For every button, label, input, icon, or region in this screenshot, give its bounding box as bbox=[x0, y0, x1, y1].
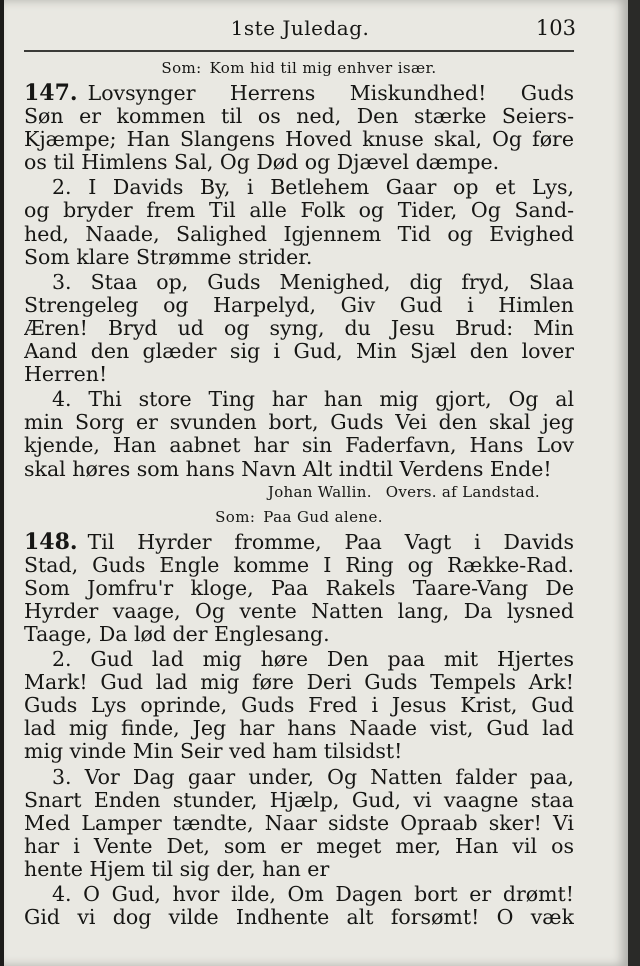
verse-3 bbox=[24, 271, 574, 386]
page-body bbox=[24, 56, 574, 929]
verse-line: Stad, Guds Engle komme I Ring og Række-Rad. bbox=[24, 553, 574, 577]
verse-line: Herren! bbox=[24, 363, 108, 387]
running-head: 1ste Juledag. bbox=[230, 16, 370, 40]
verse-line: 3. Staa op, Guds Menighed, dig fryd, Slaa bbox=[52, 270, 574, 294]
verse-line: Gid vi dog vilde Indhente alt forsømt! O væk bbox=[24, 906, 574, 930]
verse-line: 3. Vor Dag gaar under, Og Natten falder paa, bbox=[52, 765, 574, 789]
verse-line-text: Lovsynger Herrens Miskundhed! Guds bbox=[87, 82, 574, 105]
book-page bbox=[4, 0, 628, 966]
header-rule bbox=[24, 50, 574, 52]
verse-line: og bryder frem Til alle Folk og Tider, Og Sand- bbox=[24, 199, 574, 223]
author: Johan Wallin. bbox=[267, 482, 372, 501]
tune-label: Som: bbox=[215, 507, 256, 526]
verse-line: Taage, Da lød der Englesang. bbox=[24, 622, 330, 646]
verse-3 bbox=[24, 766, 574, 881]
hymn-148 bbox=[24, 505, 574, 930]
page-number: 103 bbox=[535, 16, 576, 40]
verse-4 bbox=[24, 388, 574, 480]
verse-line: har i Vente Det, som er meget mer, Han vil os bbox=[24, 834, 574, 858]
verse-2 bbox=[24, 176, 574, 268]
tune-line bbox=[24, 56, 574, 80]
verse-line: Som Jomfru'r kloge, Paa Rakels Taare-Vang De bbox=[24, 576, 574, 600]
verse-line bbox=[24, 531, 574, 554]
verse-line: Æren! Bryd ud og syng, du Jesu Brud: Min bbox=[24, 316, 574, 340]
verse-1 bbox=[24, 82, 574, 174]
tune-line bbox=[24, 505, 574, 529]
verse-line: Aand den glæder sig i Gud, Min Sjæl den lover bbox=[24, 340, 574, 364]
verse-line: 4. O Gud, hvor ilde, Om Dagen bort er drømt! bbox=[52, 883, 574, 906]
verse-line: Snart Enden stunder, Hjælp, Gud, vi vaagne staa bbox=[24, 788, 574, 812]
verse-line: Kjæmpe; Han Slangens Hoved knuse skal, Og føre bbox=[24, 128, 574, 152]
verse-line: Hyrder vaage, Og vente Natten lang, Da lysned bbox=[24, 599, 574, 623]
verse-1 bbox=[24, 531, 574, 646]
verse-line: 2. I Davids By, i Betlehem Gaar op et Lys, bbox=[52, 176, 574, 200]
page-header bbox=[24, 16, 576, 46]
verse-line: Strengeleg og Harpelyd, Giv Gud i Himlen bbox=[24, 293, 574, 317]
hymn-number: 147. bbox=[24, 82, 78, 106]
verse-line: mig vinde Min Seir ved ham tilsidst! bbox=[24, 740, 403, 764]
verse-line: Som klare Strømme strider. bbox=[24, 245, 313, 269]
verse-line: kjende, Han aabnet har sin Faderfavn, Hans Lov bbox=[24, 434, 574, 458]
verse-2 bbox=[24, 648, 574, 763]
verse-line: 4. Thi store Ting har han mig gjort, Og al bbox=[52, 388, 574, 412]
tune-label: Som: bbox=[161, 59, 202, 77]
verse-line: os til Himlens Sal, Og Død og Djævel dæmpe. bbox=[24, 151, 500, 175]
verse-line: Med Lamper tændte, Naar sidste Opraab sker! Vi bbox=[24, 811, 574, 835]
verse-4 bbox=[24, 883, 574, 929]
verse-line: hente Hjem til sig der, han er bbox=[24, 857, 330, 881]
verse-line: min Sorg er svunden bort, Guds Vei den skal jeg bbox=[24, 411, 574, 435]
page-edge bbox=[628, 0, 640, 966]
verse-line bbox=[24, 82, 574, 105]
tune-name: Kom hid til mig enhver især. bbox=[209, 59, 437, 77]
attribution bbox=[24, 481, 574, 505]
verse-line: Mark! Gud lad mig føre Deri Guds Tempels Ark! bbox=[24, 671, 574, 695]
verse-line: skal høres som hans Navn Alt indtil Verdens Ende! bbox=[24, 457, 552, 481]
verse-line: Søn er kommen til os ned, Den stærke Seiers- bbox=[24, 105, 574, 129]
hymn-number: 148. bbox=[24, 530, 78, 554]
verse-line: 2. Gud lad mig høre Den paa mit Hjertes bbox=[52, 648, 574, 672]
verse-line: lad mig finde, Jeg har hans Naade vist, Gud lad bbox=[24, 717, 574, 741]
verse-line: hed, Naade, Salighed Igjennem Tid og Evighed bbox=[24, 222, 574, 246]
verse-line: Guds Lys oprinde, Guds Fred i Jesus Krist, Gud bbox=[24, 694, 574, 718]
verse-line-text: Til Hyrder fromme, Paa Vagt i Davids bbox=[87, 530, 574, 554]
translator: Overs. af Landstad. bbox=[385, 482, 540, 501]
tune-name: Paa Gud alene. bbox=[263, 507, 383, 526]
hymn-147 bbox=[24, 56, 574, 505]
